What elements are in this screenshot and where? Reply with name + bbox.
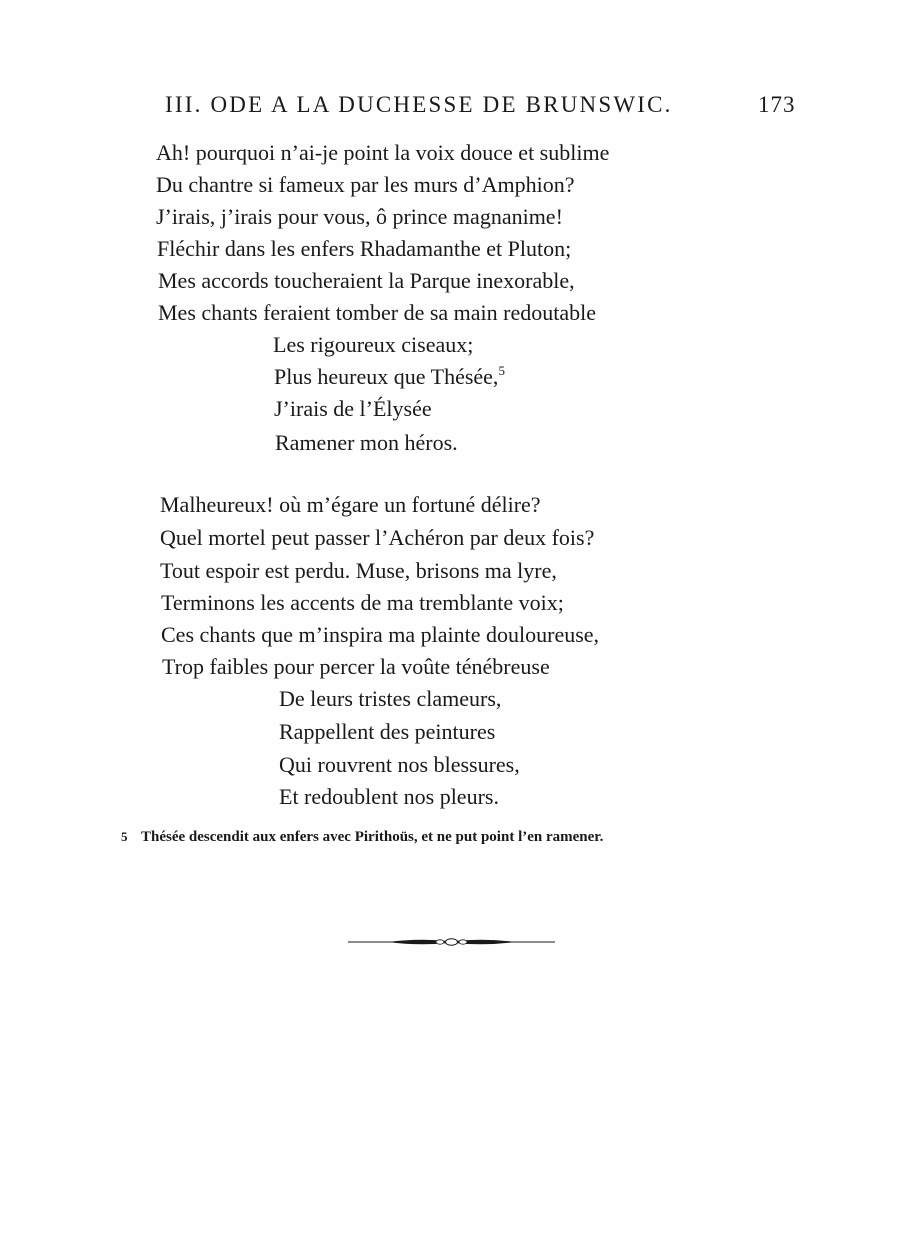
tailpiece-ornament-icon xyxy=(348,935,555,949)
verse-line: Quel mortel peut passer l’Achéron par deux fois? xyxy=(160,525,595,550)
verse-line: Ah! pourquoi n’ai-je point la voix douce et sublime xyxy=(156,140,610,165)
verse-line: Qui rouvrent nos blessures, xyxy=(279,752,520,777)
verse-line: J’irais, j’irais pour vous, ô prince magnanime! xyxy=(156,204,563,229)
verse-line: Terminons les accents de ma tremblante voix; xyxy=(161,590,564,615)
page-number: 173 xyxy=(758,92,796,117)
verse-line: Mes accords toucheraient la Parque inexorable, xyxy=(158,268,575,293)
verse-line: Ramener mon héros. xyxy=(275,430,458,455)
footnote-reference: 5 xyxy=(498,363,505,378)
verse-line: Rappellent des peintures xyxy=(279,719,496,744)
footnote xyxy=(121,829,603,846)
footnote-text: Thésée descendit aux enfers avec Pirithoüs, et ne put point l’en ramener. xyxy=(141,829,604,845)
verse-line: De leurs tristes clameurs, xyxy=(279,686,502,711)
verse-line: Les rigoureux ciseaux; xyxy=(273,332,474,357)
verse-line: Trop faibles pour percer la voûte ténébreuse xyxy=(162,654,550,679)
verse-line: Malheureux! où m’égare un fortuné délire? xyxy=(160,492,541,517)
verse-line: Mes chants feraient tomber de sa main redoutable xyxy=(158,300,597,325)
verse-line: J’irais de l’Élysée xyxy=(274,396,432,421)
running-title: III. ODE A LA DUCHESSE DE BRUNSWIC. xyxy=(165,92,673,117)
footnote-mark: 5 xyxy=(121,829,128,844)
verse-line: Du chantre si fameux par les murs d’Amphion? xyxy=(156,172,575,197)
verse-line: Et redoublent nos pleurs. xyxy=(279,784,499,809)
verse-line: Tout espoir est perdu. Muse, brisons ma lyre, xyxy=(160,558,557,583)
verse-text: Plus heureux que Thésée, xyxy=(274,364,499,389)
verse-line: Fléchir dans les enfers Rhadamanthe et Pluton; xyxy=(157,236,572,261)
verse-line-with-note xyxy=(274,364,505,390)
verse-line: Ces chants que m’inspira ma plainte douloureuse, xyxy=(161,622,600,647)
